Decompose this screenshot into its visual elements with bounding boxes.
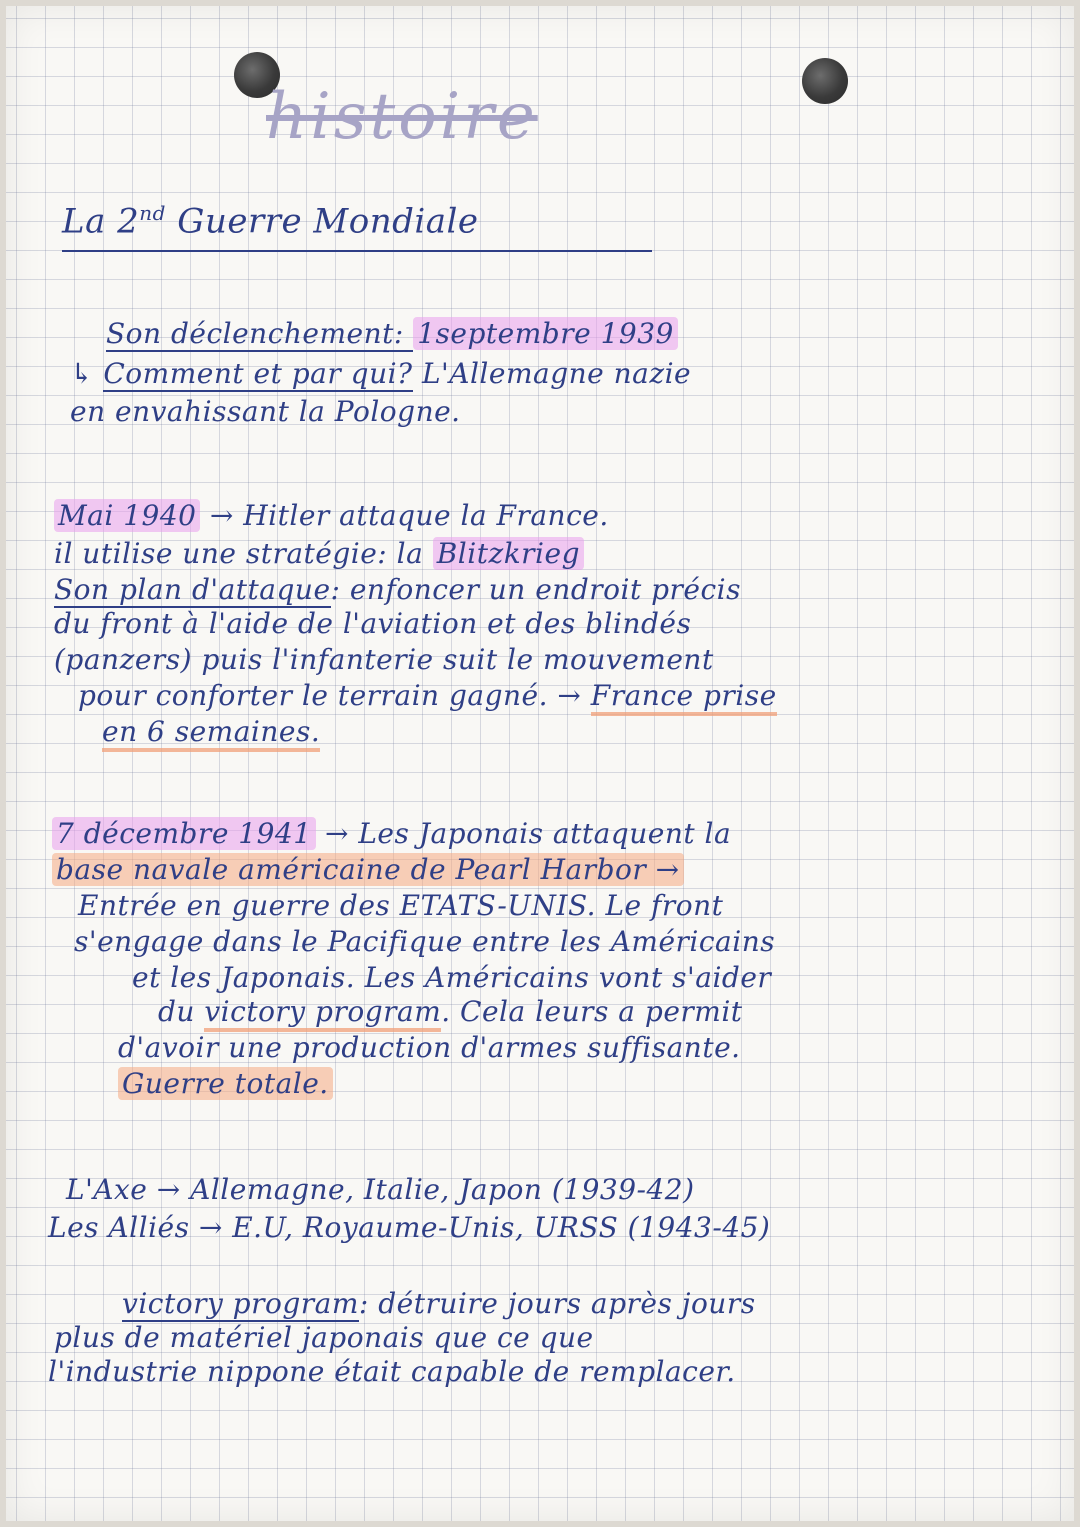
note-line: Entrée en guerre des ETATS-UNIS. Le front	[78, 889, 724, 922]
note-line: Son déclenchement: 1septembre 1939	[106, 318, 678, 350]
note-line: l'industrie nippone était capable de remplacer.	[48, 1355, 736, 1388]
note-line: plus de matériel japonais que ce que	[54, 1321, 594, 1354]
note-line: Mai 1940 → Hitler attaque la France.	[54, 500, 609, 532]
punch-hole-right	[802, 58, 848, 104]
note-line: s'engage dans le Pacifique entre les Américains	[74, 925, 776, 958]
note-line: (panzers) puis l'infanterie suit le mouvement	[54, 643, 714, 676]
note-line: du front à l'aide de l'aviation et des blindés	[54, 607, 692, 640]
note-line: L'Axe → Allemagne, Italie, Japon (1939-42)	[66, 1173, 695, 1206]
note-line: 7 décembre 1941 → Les Japonais attaquent la	[52, 818, 731, 850]
note-line: pour conforter le terrain gagné. → France prise	[78, 680, 777, 712]
note-line: Son plan d'attaque: enfoncer un endroit précis	[54, 573, 741, 606]
note-line: en 6 semaines.	[102, 716, 320, 748]
subject-title: histoire	[266, 80, 538, 154]
note-line: du victory program. Cela leurs a permit	[158, 996, 743, 1028]
note-line: ↳ Comment et par qui? L'Allemagne nazie	[70, 357, 692, 390]
note-line: base navale américaine de Pearl Harbor →	[52, 854, 684, 886]
note-line: Les Alliés → E.U, Royaume-Unis, URSS (1943-45)	[48, 1211, 771, 1244]
note-line: et les Japonais. Les Américains vont s'aider	[132, 961, 772, 994]
arrow-icon: ↳	[70, 357, 94, 390]
note-line: en envahissant la Pologne.	[70, 395, 461, 428]
notebook-page	[6, 6, 1074, 1521]
page-heading: La 2nd Guerre Mondiale	[62, 192, 652, 252]
note-line: d'avoir une production d'armes suffisante.	[118, 1031, 741, 1064]
note-line: victory program: détruire jours après jours	[122, 1287, 756, 1320]
note-line: il utilise une stratégie: la Blitzkrieg	[54, 538, 584, 570]
note-line: Guerre totale.	[118, 1068, 333, 1100]
